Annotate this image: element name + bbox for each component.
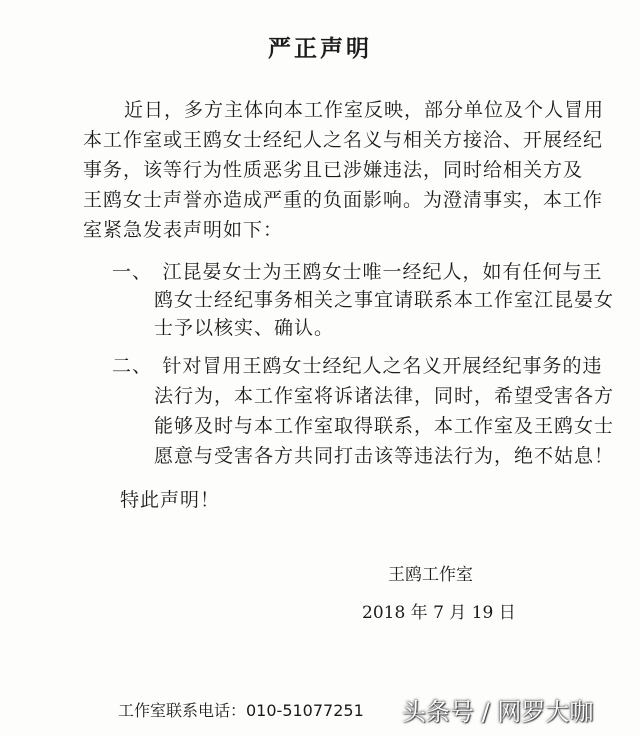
item-1-line-1: 一、 江昆晏女士为王鸥女士唯一经纪人，如有任何与王 — [112, 261, 603, 283]
item-2-line-4: 愿意与受害各方共同打击该等违法行为，绝不姑息！ — [154, 445, 615, 467]
item-1-line-2: 鸥女士经纪事务相关之事宜请联系本工作室江昆晏女 — [154, 289, 615, 311]
item-1-line-3: 士予以核实、确认。 — [154, 317, 335, 339]
signature: 王鸥工作室 — [388, 565, 473, 585]
intro-line-2: 本工作室或王鸥女士经纪人之名义与相关方接洽、开展经纪 — [83, 129, 604, 151]
intro-line-5: 室紧急发表声明如下： — [83, 219, 284, 241]
item-2-line-2: 法行为，本工作室将诉诸法律，同时，希望受害各方 — [154, 385, 615, 407]
intro-line-1: 近日，多方主体向本工作室反映，部分单位及个人冒用 — [124, 99, 605, 121]
document-title: 严正声明 — [268, 36, 372, 62]
watermark: 头条号 / 网罗大咖 — [402, 698, 594, 726]
item-2-line-1: 二、 针对冒用王鸥女士经纪人之名义开展经纪事务的违 — [112, 355, 603, 377]
statement-date: 2018 年 7 月 19 日 — [362, 603, 516, 623]
intro-line-4: 王鸥女士声誉亦造成严重的负面影响。为澄清事实，本工作 — [83, 189, 604, 211]
item-2-line-3: 能够及时与本工作室取得联系，本工作室及王鸥女士 — [154, 415, 615, 437]
contact-phone: 工作室联系电话：010-51077251 — [118, 701, 364, 720]
intro-line-3: 事务，该等行为性质恶劣且已涉嫌违法，同时给相关方及 — [83, 159, 584, 181]
closing-line: 特此声明！ — [120, 489, 221, 511]
